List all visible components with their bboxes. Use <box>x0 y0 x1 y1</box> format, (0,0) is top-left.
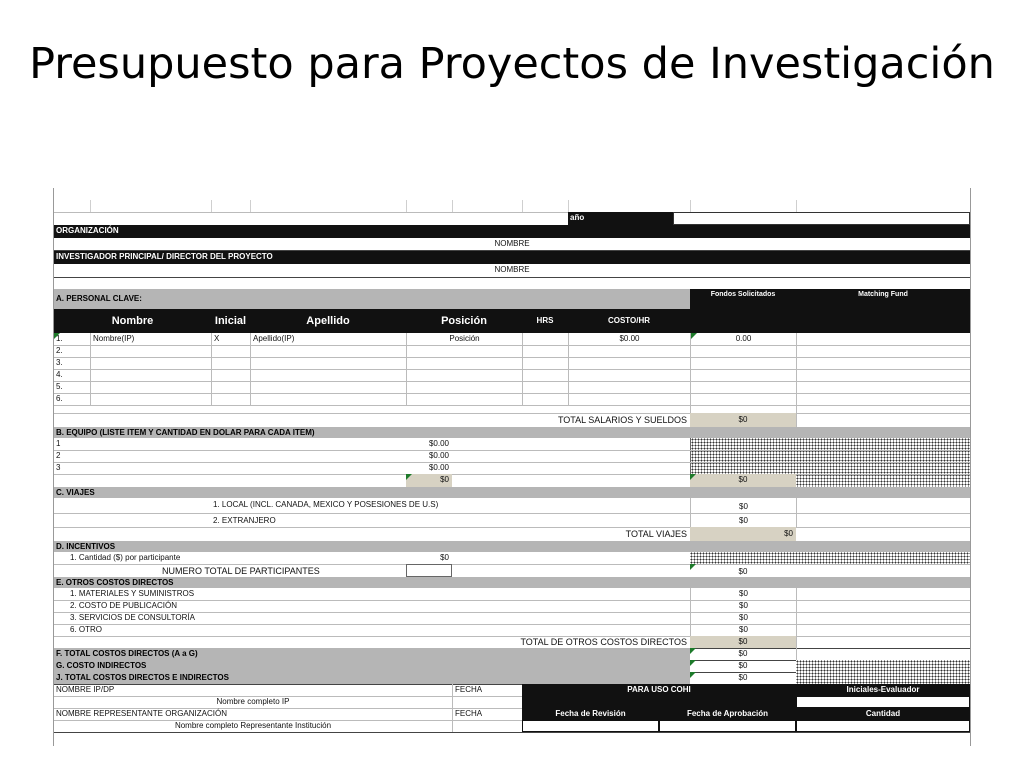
otros-item-value[interactable]: $0 <box>690 600 796 612</box>
total-directos-value: $0 <box>690 648 796 660</box>
hrs-cell[interactable] <box>522 381 568 393</box>
rep-name-label: NOMBRE REPRESENTANTE ORGANIZACIÓN <box>56 709 227 718</box>
personal-columns-row <box>54 309 970 333</box>
matching-cell[interactable] <box>796 369 970 381</box>
incentivos-total-value: $0 <box>690 564 796 577</box>
costo-cell[interactable] <box>568 345 690 357</box>
fondos-cell[interactable]: 0.00 <box>690 333 796 345</box>
posicion-cell[interactable] <box>406 345 522 357</box>
row-number: 4. <box>56 370 63 379</box>
equipo-total-value: $0 <box>690 474 796 487</box>
ip-name-label: NOMBRE IP/DP <box>56 685 115 694</box>
hrs-cell[interactable] <box>522 333 568 345</box>
inicial-cell[interactable] <box>211 345 250 357</box>
incentivos-shaded-area <box>690 552 970 564</box>
rep-full-name-label: Nombre completo Representante Institución <box>174 721 332 730</box>
incentivos-cantidad-label: 1. Cantidad ($) por participante <box>70 553 181 562</box>
costo-cell[interactable] <box>568 357 690 369</box>
costo-indirectos-value[interactable]: $0 <box>690 660 796 672</box>
nombre-cell[interactable]: Nombre(IP) <box>90 333 211 345</box>
apellido-cell[interactable] <box>250 381 406 393</box>
personal-section-row <box>54 289 970 309</box>
viajes-total-value: $0 <box>690 527 796 541</box>
otros-item-label: 1. MATERIALES Y SUMINISTROS <box>70 589 195 598</box>
otros-section-row <box>54 577 970 588</box>
otros-item-value[interactable]: $0 <box>690 588 796 600</box>
col-nombre: Nombre <box>54 309 211 333</box>
slide-title: Presupuesto para Proyectos de Investigación <box>29 39 995 89</box>
otros-section-label: E. OTROS COSTOS DIRECTOS <box>54 577 970 588</box>
hrs-cell[interactable] <box>522 357 568 369</box>
amount-header: Cantidad <box>796 708 970 720</box>
organization-label: ORGANIZACIÓN <box>54 225 970 238</box>
apellido-cell[interactable] <box>250 345 406 357</box>
row-number: 6. <box>56 394 63 403</box>
row-number: 3 <box>56 463 61 472</box>
fondos-cell[interactable] <box>690 369 796 381</box>
otros-item-label: 2. COSTO DE PUBLICACIÓN <box>70 601 177 610</box>
viajes-local-label: 1. LOCAL (INCL. CANADA, MEXICO Y POSESIONES DE U.S) <box>213 500 439 509</box>
incentivos-numero-field[interactable] <box>406 564 452 577</box>
pi-name-row <box>54 264 970 278</box>
header-fill <box>690 309 970 333</box>
col-posicion: Posición <box>406 309 522 333</box>
nombre-cell[interactable] <box>90 393 211 405</box>
cohi-use-header: PARA USO COHI <box>522 684 796 696</box>
apellido-cell[interactable]: Apellido(IP) <box>250 333 406 345</box>
posicion-cell[interactable] <box>406 393 522 405</box>
inicial-cell[interactable] <box>211 381 250 393</box>
apellido-cell[interactable] <box>250 393 406 405</box>
viajes-section-row <box>54 487 970 498</box>
incentivos-cantidad-value[interactable]: $0 <box>440 553 449 562</box>
hrs-cell[interactable] <box>522 345 568 357</box>
row-number: 2. <box>56 346 63 355</box>
total-general-value: $0 <box>690 672 796 684</box>
col-hrs: HRS <box>522 309 568 333</box>
otros-item-value[interactable]: $0 <box>690 612 796 624</box>
otros-item-label: 6. OTRO <box>70 625 103 634</box>
nombre-cell[interactable] <box>90 345 211 357</box>
col-costo-hr: COSTO/HR <box>568 309 690 333</box>
otros-total-value: $0 <box>690 636 796 648</box>
row-number: 2 <box>56 451 61 460</box>
inicial-cell[interactable] <box>211 369 250 381</box>
approval-date-header: Fecha de Aprobación <box>659 708 796 720</box>
fecha-field[interactable] <box>452 720 522 732</box>
fondos-cell[interactable] <box>690 381 796 393</box>
viajes-extranjero-row <box>54 513 970 528</box>
row-number: 3. <box>56 358 63 367</box>
inicial-cell[interactable]: X <box>211 333 250 345</box>
equipo-value[interactable]: $0.00 <box>428 439 449 448</box>
equipo-value[interactable]: $0.00 <box>428 451 449 460</box>
general-shaded-area <box>796 672 970 684</box>
incentivos-numero-label: NUMERO TOTAL DE PARTICIPANTES <box>162 566 320 576</box>
evaluator-initials-field[interactable] <box>796 696 970 708</box>
nombre-cell[interactable] <box>90 369 211 381</box>
fecha-field[interactable] <box>452 696 522 708</box>
matching-cell[interactable] <box>796 393 970 405</box>
rep-full-name-row <box>54 720 970 733</box>
hrs-cell[interactable] <box>522 393 568 405</box>
equipo-subtotal: $0 <box>406 474 452 487</box>
nombre-cell[interactable] <box>90 381 211 393</box>
salarios-total-value: $0 <box>690 413 796 427</box>
viajes-extranjero-label: 2. EXTRANJERO <box>213 516 276 525</box>
fecha-label: FECHA <box>452 708 522 720</box>
otros-item-value[interactable]: $0 <box>690 624 796 636</box>
costo-cell[interactable] <box>568 381 690 393</box>
matching-cell[interactable] <box>796 333 970 345</box>
otros-total-label: TOTAL DE OTROS COSTOS DIRECTOS <box>520 637 687 647</box>
revision-date-header: Fecha de Revisión <box>522 708 659 720</box>
viajes-extranjero-value[interactable]: $0 <box>690 513 796 527</box>
costo-cell[interactable] <box>568 393 690 405</box>
salarios-total-label: TOTAL SALARIOS Y SUELDOS <box>557 415 687 425</box>
year-row <box>54 212 970 225</box>
matching-cell[interactable] <box>796 345 970 357</box>
viajes-section-label: C. VIAJES <box>54 487 970 498</box>
col-apellido: Apellido <box>250 309 406 333</box>
pi-name-label: NOMBRE <box>494 265 530 274</box>
viajes-local-value[interactable]: $0 <box>690 498 796 513</box>
costo-cell[interactable] <box>568 369 690 381</box>
fecha-label: FECHA <box>452 684 522 696</box>
row-number: 5. <box>56 382 63 391</box>
viajes-local-row <box>54 498 970 514</box>
incentivos-numero-row <box>54 564 970 578</box>
budget-spreadsheet <box>53 188 971 746</box>
pi-label: INVESTIGADOR PRINCIPAL/ DIRECTOR DEL PROYECTO <box>54 251 970 264</box>
revision-date-field[interactable] <box>522 720 659 732</box>
approval-date-field[interactable] <box>659 720 796 732</box>
row-number: 1 <box>56 439 61 448</box>
organization-name-label: NOMBRE <box>494 239 530 248</box>
year-label: año <box>568 212 673 225</box>
matching-fund-header: Matching Fund <box>796 289 970 309</box>
incentivos-section-row <box>54 541 970 552</box>
costo-indirectos-label: G. COSTO INDIRECTOS <box>54 660 690 672</box>
matching-cell[interactable] <box>796 357 970 369</box>
incentivos-section-label: D. INCENTIVOS <box>54 541 970 552</box>
personal-section-label: A. PERSONAL CLAVE: <box>54 289 690 309</box>
fondos-cell[interactable] <box>690 393 796 405</box>
posicion-cell[interactable] <box>406 381 522 393</box>
posicion-cell[interactable] <box>406 357 522 369</box>
year-field[interactable] <box>673 212 970 225</box>
viajes-total-row <box>54 527 970 542</box>
organization-name-row <box>54 238 970 251</box>
apellido-cell[interactable] <box>250 369 406 381</box>
row-number: 1. <box>56 334 63 343</box>
posicion-cell[interactable]: Posición <box>406 333 522 345</box>
apellido-cell[interactable] <box>250 357 406 369</box>
col-inicial: Inicial <box>211 309 250 333</box>
equipo-section-label: B. EQUIPO (LISTE ITEM Y CANTIDAD EN DOLAR PARA CADA ITEM) <box>54 427 970 438</box>
amount-field[interactable] <box>796 720 970 732</box>
posicion-cell[interactable] <box>406 369 522 381</box>
inicial-cell[interactable] <box>211 357 250 369</box>
fondos-cell[interactable] <box>690 345 796 357</box>
pi-row <box>54 251 970 264</box>
inicial-cell[interactable] <box>211 393 250 405</box>
evaluator-initials-header: Iniciales-Evaluador <box>796 684 970 696</box>
matching-cell[interactable] <box>796 381 970 393</box>
costo-cell[interactable]: $0.00 <box>568 333 690 345</box>
equipo-section-row <box>54 427 970 438</box>
total-general-label: J. TOTAL COSTOS DIRECTOS E INDIRECTOS <box>54 672 690 684</box>
indirectos-shaded-area <box>796 660 970 672</box>
viajes-total-label: TOTAL VIAJES <box>625 529 687 539</box>
fondos-cell[interactable] <box>690 357 796 369</box>
equipo-value[interactable]: $0.00 <box>428 463 449 472</box>
ip-full-name-label: Nombre completo IP <box>216 697 290 706</box>
total-directos-label: F. TOTAL COSTOS DIRECTOS (A a G) <box>54 648 690 660</box>
otros-item-label: 3. SERVICIOS DE CONSULTORÍA <box>70 613 195 622</box>
funds-requested-header: Fondos Solicitados <box>690 289 796 309</box>
equipo-total-row <box>54 474 970 488</box>
nombre-cell[interactable] <box>90 357 211 369</box>
organization-row <box>54 225 970 238</box>
hrs-cell[interactable] <box>522 369 568 381</box>
salarios-total-row <box>54 413 970 428</box>
